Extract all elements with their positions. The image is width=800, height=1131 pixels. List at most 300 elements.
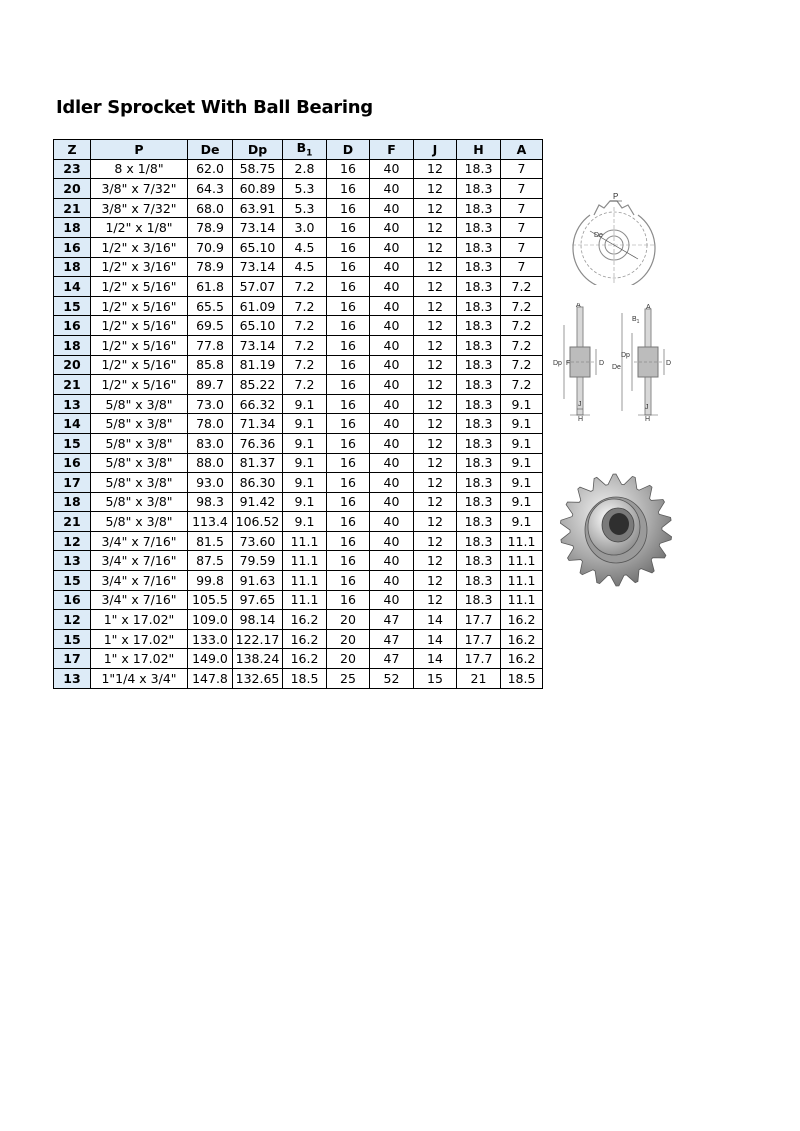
table-cell: 12 <box>414 159 457 179</box>
table-cell: 16.2 <box>501 649 543 669</box>
table-cell: 78.0 <box>188 414 233 434</box>
table-cell: 16 <box>327 551 370 571</box>
table-cell: 1" x 17.02" <box>91 649 188 669</box>
label-dp: Dp <box>621 352 630 359</box>
table-cell: 14 <box>414 649 457 669</box>
table-cell: 12 <box>414 414 457 434</box>
table-cell: 87.5 <box>188 551 233 571</box>
teeth-count-cell: 18 <box>54 218 91 238</box>
table-row <box>54 473 543 493</box>
table-cell: 40 <box>370 414 414 434</box>
table-cell: 16.2 <box>501 610 543 630</box>
table-cell: 47 <box>370 649 414 669</box>
table-cell: 16.2 <box>283 610 327 630</box>
table-cell: 9.1 <box>501 433 543 453</box>
table-cell: 5/8" x 3/8" <box>91 394 188 414</box>
table-body <box>54 159 543 688</box>
table-cell: 5/8" x 3/8" <box>91 492 188 512</box>
table-cell: 73.14 <box>233 335 283 355</box>
table-row <box>54 355 543 375</box>
column-header: F <box>370 140 414 160</box>
table-cell: 7 <box>501 218 543 238</box>
table-cell: 16 <box>327 492 370 512</box>
table-cell: 16 <box>327 414 370 434</box>
table-cell: 16 <box>327 473 370 493</box>
table-cell: 12 <box>414 218 457 238</box>
table-cell: 70.9 <box>188 237 233 257</box>
table-cell: 18.3 <box>457 316 501 336</box>
table-cell: 73.60 <box>233 531 283 551</box>
table-cell: 73.14 <box>233 218 283 238</box>
column-header-label: B <box>296 140 307 156</box>
table-cell: 18.3 <box>457 257 501 277</box>
table-cell: 9.1 <box>283 473 327 493</box>
label-dp: Dp <box>553 360 562 367</box>
table-row <box>54 414 543 434</box>
front-view-drawing <box>562 193 664 285</box>
teeth-count-cell: 15 <box>54 296 91 316</box>
table-cell: 105.5 <box>188 590 233 610</box>
teeth-count-cell: 18 <box>54 492 91 512</box>
table-cell: 11.1 <box>501 551 543 571</box>
table-cell: 85.8 <box>188 355 233 375</box>
table-cell: 47 <box>370 610 414 630</box>
table-cell: 25 <box>327 669 370 689</box>
table-cell: 7.2 <box>283 375 327 395</box>
table-cell: 4.5 <box>283 257 327 277</box>
label-b1: $B_1$ <box>632 316 640 325</box>
table-cell: 81.5 <box>188 531 233 551</box>
table-row <box>54 316 543 336</box>
table-row <box>54 433 543 453</box>
table-cell: 77.8 <box>188 335 233 355</box>
table-cell: 18.3 <box>457 198 501 218</box>
table-cell: 7.2 <box>283 316 327 336</box>
table-cell: 9.1 <box>283 394 327 414</box>
table-cell: 17.7 <box>457 649 501 669</box>
table-cell: 21 <box>457 669 501 689</box>
table-cell: 3/4" x 7/16" <box>91 531 188 551</box>
table-cell: 16 <box>327 512 370 532</box>
table-cell: 113.4 <box>188 512 233 532</box>
sprocket-photo-icon <box>558 464 676 592</box>
table-cell: 1"1/4 x 3/4" <box>91 669 188 689</box>
table-cell: 7 <box>501 257 543 277</box>
table-cell: 18.3 <box>457 492 501 512</box>
table-cell: 14 <box>414 629 457 649</box>
table-cell: 11.1 <box>283 531 327 551</box>
table-cell: 40 <box>370 198 414 218</box>
label-a: A <box>576 303 581 309</box>
table-cell: 65.10 <box>233 237 283 257</box>
table-cell: 16 <box>327 277 370 297</box>
teeth-count-cell: 15 <box>54 629 91 649</box>
table-cell: 40 <box>370 179 414 199</box>
label-d: D <box>666 360 672 367</box>
table-cell: 1/2" x 5/16" <box>91 335 188 355</box>
table-row <box>54 335 543 355</box>
table-row <box>54 590 543 610</box>
teeth-count-cell: 21 <box>54 512 91 532</box>
table-cell: 16.2 <box>283 629 327 649</box>
label-de: De <box>612 364 621 371</box>
table-cell: 40 <box>370 218 414 238</box>
table-cell: 16 <box>327 394 370 414</box>
table-cell: 1/2" x 5/16" <box>91 375 188 395</box>
table-cell: 18.3 <box>457 571 501 591</box>
teeth-count-cell: 21 <box>54 375 91 395</box>
table-row <box>54 610 543 630</box>
label-h: H <box>645 416 651 421</box>
table-row <box>54 571 543 591</box>
table-cell: 12 <box>414 375 457 395</box>
column-header: Z <box>54 140 91 160</box>
table-cell: 18.3 <box>457 218 501 238</box>
table-cell: 147.8 <box>188 669 233 689</box>
table-cell: 9.1 <box>283 433 327 453</box>
table-cell: 5/8" x 3/8" <box>91 512 188 532</box>
table-cell: 16 <box>327 316 370 336</box>
table-cell: 7.2 <box>501 375 543 395</box>
table-cell: 1/2" x 5/16" <box>91 316 188 336</box>
table-cell: 40 <box>370 394 414 414</box>
table-cell: 11.1 <box>501 571 543 591</box>
teeth-count-cell: 16 <box>54 590 91 610</box>
label-f: F <box>566 360 571 367</box>
table-cell: 5.3 <box>283 179 327 199</box>
table-cell: 18.3 <box>457 531 501 551</box>
table-cell: 91.42 <box>233 492 283 512</box>
table-cell: 9.1 <box>501 473 543 493</box>
label-p: P <box>613 193 619 201</box>
table-cell: 18.5 <box>501 669 543 689</box>
table-cell: 40 <box>370 551 414 571</box>
table-cell: 40 <box>370 433 414 453</box>
table-row <box>54 296 543 316</box>
table-cell: 12 <box>414 453 457 473</box>
table-cell: 81.37 <box>233 453 283 473</box>
teeth-count-cell: 17 <box>54 649 91 669</box>
table-cell: 40 <box>370 512 414 532</box>
table-cell: 98.3 <box>188 492 233 512</box>
table-cell: 40 <box>370 531 414 551</box>
table-row <box>54 531 543 551</box>
table-cell: 40 <box>370 473 414 493</box>
column-header: D <box>327 140 370 160</box>
table-cell: 18.3 <box>457 414 501 434</box>
table-cell: 9.1 <box>283 414 327 434</box>
table-cell: 79.59 <box>233 551 283 571</box>
teeth-count-cell: 14 <box>54 414 91 434</box>
table-cell: 40 <box>370 571 414 591</box>
table-cell: 109.0 <box>188 610 233 630</box>
table-cell: 12 <box>414 512 457 532</box>
section-view-2-drawing <box>612 303 672 421</box>
table-cell: 62.0 <box>188 159 233 179</box>
table-cell: 9.1 <box>501 394 543 414</box>
table-cell: 16 <box>327 257 370 277</box>
table-cell: 63.91 <box>233 198 283 218</box>
table-cell: 122.17 <box>233 629 283 649</box>
table-cell: 3/8" x 7/32" <box>91 179 188 199</box>
label-de: De <box>594 232 603 239</box>
table-cell: 12 <box>414 433 457 453</box>
table-cell: 7.2 <box>501 335 543 355</box>
table-cell: 7.2 <box>283 277 327 297</box>
table-cell: 12 <box>414 531 457 551</box>
column-header: P <box>91 140 188 160</box>
table-row <box>54 218 543 238</box>
table-cell: 133.0 <box>188 629 233 649</box>
label-a: A <box>646 304 651 311</box>
table-cell: 149.0 <box>188 649 233 669</box>
teeth-count-cell: 21 <box>54 198 91 218</box>
table-row <box>54 277 543 297</box>
spec-table <box>53 139 543 689</box>
table-cell: 16.2 <box>283 649 327 669</box>
table-cell: 20 <box>327 629 370 649</box>
table-cell: 71.34 <box>233 414 283 434</box>
teeth-count-cell: 16 <box>54 237 91 257</box>
table-cell: 52 <box>370 669 414 689</box>
table-row <box>54 237 543 257</box>
column-header: J <box>414 140 457 160</box>
table-cell: 12 <box>414 571 457 591</box>
table-cell: 11.1 <box>283 571 327 591</box>
table-cell: 5.3 <box>283 198 327 218</box>
table-cell: 1/2" x 5/16" <box>91 277 188 297</box>
table-cell: 8 x 1/8" <box>91 159 188 179</box>
table-cell: 11.1 <box>283 590 327 610</box>
table-row <box>54 649 543 669</box>
table-cell: 12 <box>414 237 457 257</box>
table-cell: 3/4" x 7/16" <box>91 571 188 591</box>
table-cell: 7.2 <box>283 335 327 355</box>
table-row <box>54 453 543 473</box>
table-cell: 18.3 <box>457 179 501 199</box>
table-cell: 1/2" x 5/16" <box>91 296 188 316</box>
table-cell: 66.32 <box>233 394 283 414</box>
table-cell: 18.3 <box>457 296 501 316</box>
table-cell: 40 <box>370 590 414 610</box>
table-cell: 4.5 <box>283 237 327 257</box>
table-cell: 7.2 <box>501 316 543 336</box>
table-cell: 47 <box>370 629 414 649</box>
table-cell: 1/2" x 3/16" <box>91 237 188 257</box>
table-cell: 91.63 <box>233 571 283 591</box>
table-cell: 11.1 <box>501 531 543 551</box>
table-cell: 40 <box>370 277 414 297</box>
table-row <box>54 551 543 571</box>
table-cell: 12 <box>414 198 457 218</box>
table-cell: 16 <box>327 335 370 355</box>
table-cell: 16 <box>327 453 370 473</box>
table-cell: 7 <box>501 237 543 257</box>
table-cell: 78.9 <box>188 257 233 277</box>
table-cell: 1/2" x 5/16" <box>91 355 188 375</box>
table-cell: 16 <box>327 159 370 179</box>
table-cell: 9.1 <box>501 414 543 434</box>
table-cell: 16 <box>327 179 370 199</box>
table-cell: 16 <box>327 296 370 316</box>
table-cell: 18.3 <box>457 159 501 179</box>
table-cell: 16 <box>327 355 370 375</box>
table-cell: 40 <box>370 257 414 277</box>
table-cell: 65.10 <box>233 316 283 336</box>
table-cell: 3.0 <box>283 218 327 238</box>
teeth-count-cell: 16 <box>54 316 91 336</box>
table-cell: 5/8" x 3/8" <box>91 453 188 473</box>
table-cell: 16 <box>327 198 370 218</box>
table-cell: 18.3 <box>457 551 501 571</box>
table-row <box>54 257 543 277</box>
table-cell: 7 <box>501 159 543 179</box>
table-cell: 18.5 <box>283 669 327 689</box>
table-cell: 58.75 <box>233 159 283 179</box>
table-header-row <box>54 140 543 160</box>
table-cell: 60.89 <box>233 179 283 199</box>
table-cell: 14 <box>414 610 457 630</box>
table-cell: 12 <box>414 257 457 277</box>
table-cell: 40 <box>370 159 414 179</box>
table-cell: 12 <box>414 316 457 336</box>
teeth-count-cell: 13 <box>54 669 91 689</box>
table-cell: 97.65 <box>233 590 283 610</box>
table-cell: 18.3 <box>457 473 501 493</box>
table-cell: 86.30 <box>233 473 283 493</box>
table-cell: 17.7 <box>457 610 501 630</box>
table-cell: 61.09 <box>233 296 283 316</box>
table-cell: 20 <box>327 649 370 669</box>
table-cell: 99.8 <box>188 571 233 591</box>
table-cell: 78.9 <box>188 218 233 238</box>
table-cell: 9.1 <box>501 492 543 512</box>
table-cell: 98.14 <box>233 610 283 630</box>
table-cell: 12 <box>414 473 457 493</box>
table-cell: 65.5 <box>188 296 233 316</box>
label-j: J <box>645 404 649 411</box>
teeth-count-cell: 20 <box>54 179 91 199</box>
table-cell: 40 <box>370 492 414 512</box>
column-header <box>283 140 327 160</box>
table-cell: 18.3 <box>457 375 501 395</box>
table-cell: 9.1 <box>501 512 543 532</box>
column-header: Dp <box>233 140 283 160</box>
table-cell: 5/8" x 3/8" <box>91 473 188 493</box>
teeth-count-cell: 13 <box>54 551 91 571</box>
teeth-count-cell: 17 <box>54 473 91 493</box>
page-title: Idler Sprocket With Ball Bearing <box>56 97 373 118</box>
column-header-subscript: 1 <box>306 148 313 159</box>
table-cell: 40 <box>370 296 414 316</box>
table-cell: 40 <box>370 375 414 395</box>
table-cell: 16 <box>327 237 370 257</box>
table-row <box>54 629 543 649</box>
table-cell: 20 <box>327 610 370 630</box>
table-cell: 1" x 17.02" <box>91 629 188 649</box>
teeth-count-cell: 15 <box>54 433 91 453</box>
table-cell: 9.1 <box>283 512 327 532</box>
table-cell: 5/8" x 3/8" <box>91 433 188 453</box>
table-row <box>54 179 543 199</box>
table-cell: 15 <box>414 669 457 689</box>
table-cell: 40 <box>370 453 414 473</box>
teeth-count-cell: 20 <box>54 355 91 375</box>
table-cell: 16.2 <box>501 629 543 649</box>
table-cell: 18.3 <box>457 512 501 532</box>
table-cell: 16 <box>327 218 370 238</box>
table-cell: 11.1 <box>501 590 543 610</box>
table-cell: 12 <box>414 551 457 571</box>
table-cell: 18.3 <box>457 335 501 355</box>
label-d: D <box>599 360 605 367</box>
table-cell: 1" x 17.02" <box>91 610 188 630</box>
table-cell: 18.3 <box>457 394 501 414</box>
table-cell: 12 <box>414 394 457 414</box>
teeth-count-cell: 14 <box>54 277 91 297</box>
table-cell: 69.5 <box>188 316 233 336</box>
table-cell: 9.1 <box>501 453 543 473</box>
table-cell: 64.3 <box>188 179 233 199</box>
teeth-count-cell: 12 <box>54 531 91 551</box>
table-cell: 57.07 <box>233 277 283 297</box>
table-cell: 11.1 <box>283 551 327 571</box>
table-cell: 40 <box>370 316 414 336</box>
table-cell: 16 <box>327 571 370 591</box>
table-cell: 17.7 <box>457 629 501 649</box>
table-cell: 9.1 <box>283 492 327 512</box>
column-header: De <box>188 140 233 160</box>
table-cell: 7 <box>501 179 543 199</box>
table-cell: 132.65 <box>233 669 283 689</box>
column-header: H <box>457 140 501 160</box>
table-row <box>54 669 543 689</box>
table-cell: 12 <box>414 335 457 355</box>
table-cell: 18.3 <box>457 453 501 473</box>
table-cell: 40 <box>370 335 414 355</box>
table-cell: 40 <box>370 355 414 375</box>
teeth-count-cell: 18 <box>54 335 91 355</box>
table-cell: 16 <box>327 590 370 610</box>
table-cell: 138.24 <box>233 649 283 669</box>
table-cell: 106.52 <box>233 512 283 532</box>
table-cell: 83.0 <box>188 433 233 453</box>
table-cell: 89.7 <box>188 375 233 395</box>
column-header: A <box>501 140 543 160</box>
table-cell: 68.0 <box>188 198 233 218</box>
table-cell: 12 <box>414 296 457 316</box>
table-cell: 7.2 <box>501 296 543 316</box>
teeth-count-cell: 18 <box>54 257 91 277</box>
table-cell: 18.3 <box>457 355 501 375</box>
table-cell: 18.3 <box>457 237 501 257</box>
table-cell: 7.2 <box>283 355 327 375</box>
table-cell: 12 <box>414 492 457 512</box>
table-cell: 16 <box>327 433 370 453</box>
table-cell: 1/2" x 3/16" <box>91 257 188 277</box>
table-cell: 85.22 <box>233 375 283 395</box>
table-cell: 73.0 <box>188 394 233 414</box>
table-cell: 18.3 <box>457 277 501 297</box>
table-cell: 88.0 <box>188 453 233 473</box>
table-cell: 16 <box>327 375 370 395</box>
label-j: J <box>578 401 582 408</box>
table-row <box>54 492 543 512</box>
label-h: H <box>578 416 584 421</box>
table-cell: 3/4" x 7/16" <box>91 551 188 571</box>
table-row <box>54 375 543 395</box>
table-cell: 3/8" x 7/32" <box>91 198 188 218</box>
